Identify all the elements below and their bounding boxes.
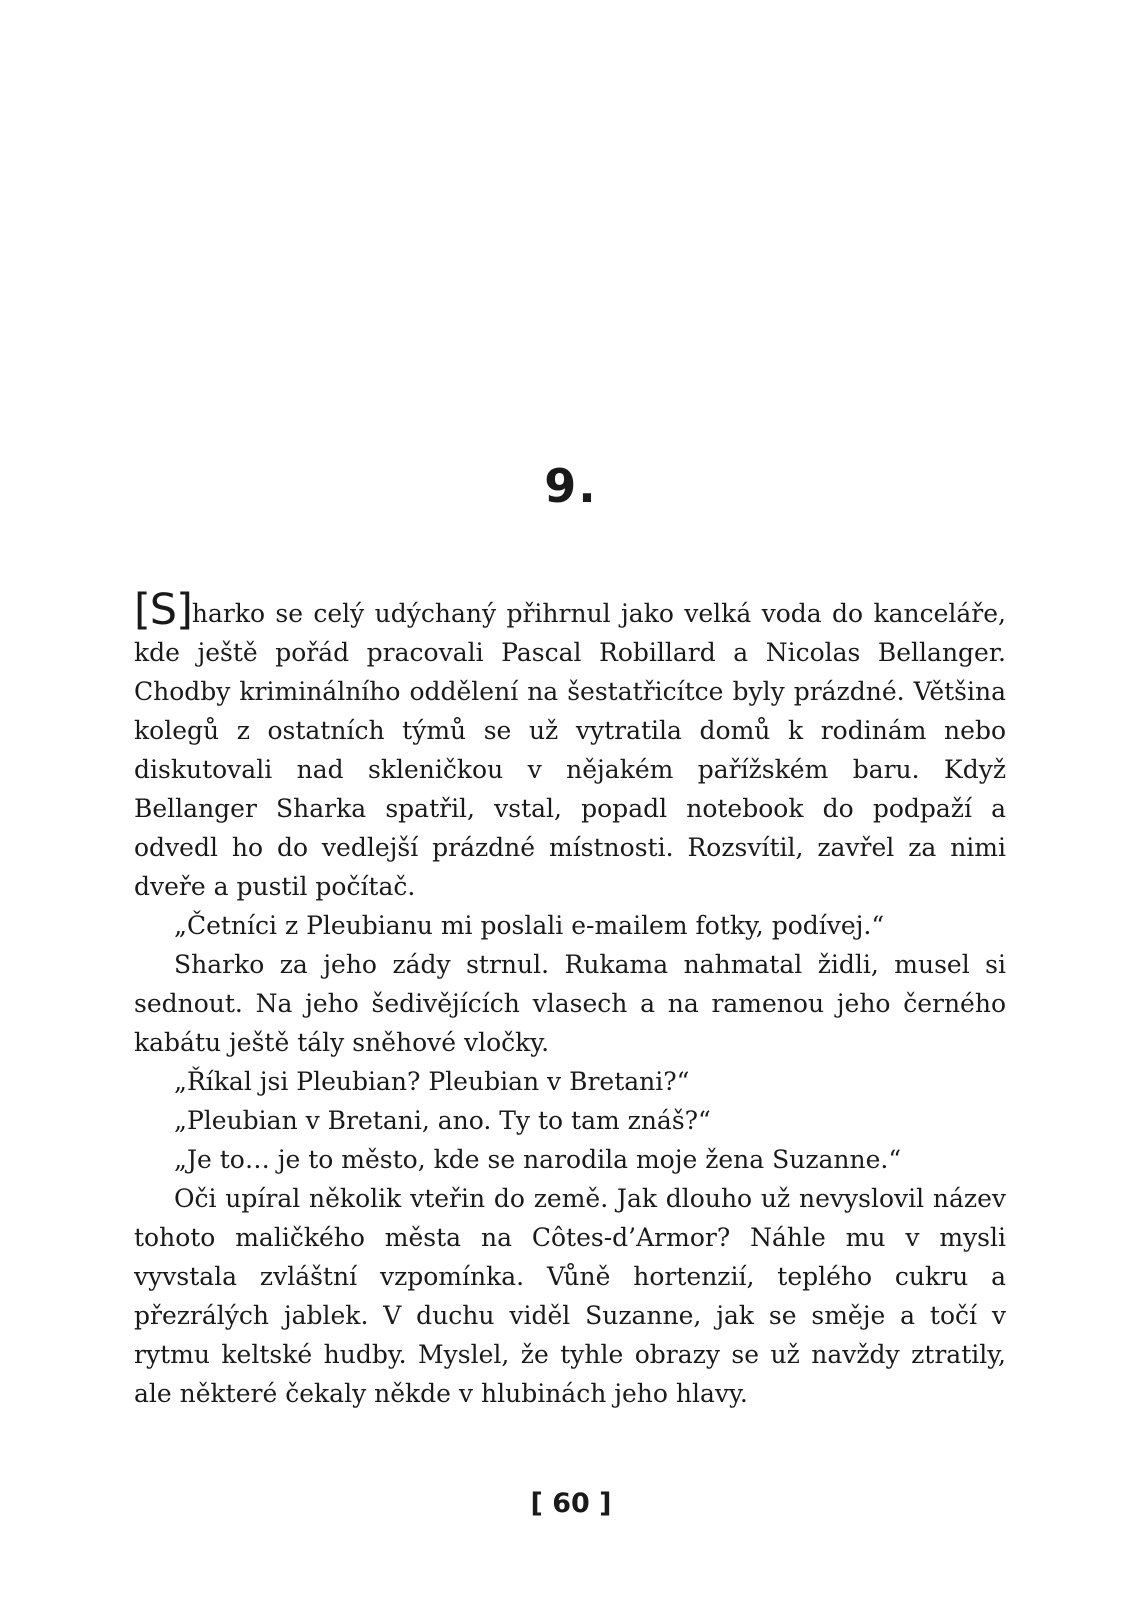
paragraph-5: „Pleubian v Bretani, ano. Ty to tam znáš?“ [174, 1106, 711, 1135]
paragraph-1-text: harko se celý udýchaný přihrnul jako velká voda do kanceláře, kde ještě pořád pracovali Pascal Robillard a Nicolas Bellanger. Chodby kriminálního oddělení na šestatřicítce byly prázdné. Většina kolegů z ostatních týmů se už vytratila domů k rodinám nebo diskutovali nad skleničkou v nějakém pařížském baru. Když Bellanger Sharka spatřil, vstal, popadl notebook do podpaží a odvedl ho do vedlejší prázdné místnosti. Rozsvítil, zavřel za nimi dveře a pustil počítač. [134, 599, 1006, 901]
chapter-number: 9. [544, 459, 598, 513]
drop-cap: [S] [134, 585, 192, 635]
paragraph-2: „Četníci z Pleubianu mi poslali e-mailem fotky, podívej.“ [174, 911, 885, 940]
page-number: [ 60 ] [530, 1488, 612, 1519]
paragraph-7: Oči upíral několik vteřin do země. Jak dlouho už nevyslovil název tohoto maličkého města na Côtes-d’Armor? Náhle mu v mysli vyvstala zvláštní vzpomínka. Vůně hortenzií, teplého cukru a přezrálých jablek. V duchu viděl Suzanne, jak se směje a točí v rytmu keltské hudby. Myslel, že tyhle obrazy se už navždy ztratily, ale některé čekaly někde v hlubinách jeho hlavy. [134, 1184, 1006, 1408]
paragraph-4: „Říkal jsi Pleubian? Pleubian v Bretani?“ [174, 1067, 690, 1096]
paragraph-6: „Je to… je to město, kde se narodila moje žena Suzanne.“ [174, 1145, 902, 1174]
paragraph-3: Sharko za jeho zády strnul. Rukama nahmatal židli, musel si sednout. Na jeho šedivějících vlasech a na ramenou jeho černého kabátu ještě tály sněhové vločky. [134, 950, 1006, 1057]
paragraph-1 [134, 585, 1006, 906]
chapter-body [134, 585, 1006, 1413]
